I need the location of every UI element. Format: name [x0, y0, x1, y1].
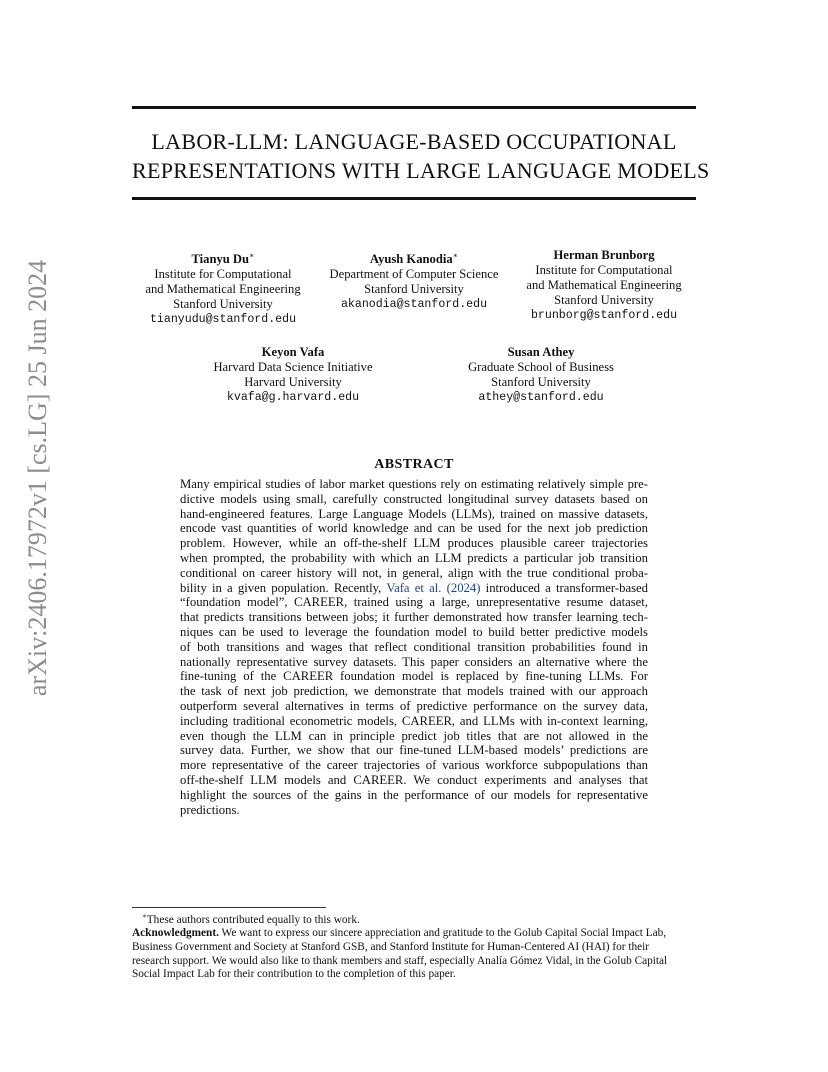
abstract-line: including traditional econometric models, CAREER, and LLMs with in-context learning, — [180, 713, 648, 728]
author-block-tianyu-du — [145, 248, 300, 327]
abstract-line: predictions. — [180, 802, 240, 817]
acknowledgment-label: Acknowledgment. — [132, 927, 219, 940]
author-name: Susan Athey — [507, 345, 575, 359]
footnote-equal-contribution — [132, 910, 696, 927]
author-university: Stanford University — [364, 282, 464, 297]
author-name: Herman Brunborg — [553, 248, 655, 262]
author-email[interactable]: tianyudu@stanford.edu — [149, 313, 297, 327]
author-email[interactable]: akanodia@stanford.edu — [340, 298, 488, 312]
author-block-susan-athey — [468, 345, 614, 405]
paper-title — [132, 127, 710, 185]
abstract-line: outperform several alternatives in terms of predictive performance on the survey data, — [180, 698, 648, 713]
equal-contribution-mark: ∗ — [452, 251, 459, 260]
abstract-line: Many empirical studies of labor market questions rely on estimating relatively simple pre- — [180, 477, 648, 491]
abstract-line — [180, 581, 648, 596]
title-rule-top — [132, 106, 696, 109]
title-line-2: REPRESENTATIONS WITH LARGE LANGUAGE MODELS — [132, 158, 710, 183]
footnote-text: These authors contributed equally to this work. — [146, 913, 360, 926]
author-affiliation: and Mathematical Engineering — [145, 282, 301, 297]
citation-link[interactable]: Vafa et al. (2024) — [386, 580, 481, 595]
author-affiliation: Institute for Computational — [154, 267, 292, 282]
author-name: Tianyu Du — [191, 252, 250, 267]
title-line-1: LABOR-LLM: LANGUAGE-BASED OCCUPATIONAL — [151, 129, 677, 154]
abstract-line: conditional on career history will not, in general, align with the true conditional proba- — [180, 565, 648, 580]
author-university: Harvard University — [244, 375, 342, 389]
abstract-line: hand-engineered features. Large Language Models (LLMs), trained on massive datasets, — [180, 506, 648, 521]
abstract-line: that predicts transitions between jobs; it further demonstrated how transfer learning tech- — [180, 610, 648, 625]
author-email[interactable]: kvafa@g.harvard.edu — [226, 391, 360, 404]
abstract-heading: ABSTRACT — [374, 457, 454, 472]
arxiv-identifier: arXiv:2406.17972v1 [cs.LG] 25 Jun 2024 — [23, 259, 52, 697]
author-affiliation: Department of Computer Science — [329, 267, 499, 282]
abstract-line: dictive models using small, carefully constructed longitudinal survey datasets based on — [180, 491, 648, 506]
author-block-herman-brunborg — [526, 248, 681, 323]
author-affiliation: Institute for Computational — [535, 263, 673, 277]
author-university: Stanford University — [554, 293, 654, 307]
title-rule-bottom — [132, 197, 696, 200]
abstract-line: off-the-shelf LLM models and CAREER. We conduct experiments and analyses that — [180, 772, 648, 787]
abstract-line-text: bility in a given population. Recently, — [180, 580, 387, 595]
abstract-line: when prompted, the probability with which an LLM predicts a particular job transition — [180, 550, 648, 565]
author-affiliation: and Mathematical Engineering — [526, 278, 682, 292]
abstract-line: niques can be used to leverage the foundation model to build better predictive models — [180, 624, 648, 639]
abstract-line: more representative of the career trajectories of various workforce subpopulations than — [180, 758, 648, 773]
abstract-line: even though the LLM can in principle predict job titles that are not allowed in the — [180, 728, 648, 743]
author-block-ayush-kanodia — [330, 248, 499, 312]
author-block-keyon-vafa — [213, 345, 372, 405]
abstract-line: problem. However, while an off-the-shelf LLM produces plausible career trajectories — [180, 536, 648, 551]
abstract-body — [180, 477, 648, 817]
equal-contribution-mark: ∗ — [249, 251, 255, 260]
abstract-line: of both transitions and wages that reflect conditional transition probabilities found in — [180, 639, 648, 654]
author-university: Stanford University — [491, 375, 591, 389]
author-email[interactable]: athey@stanford.edu — [478, 391, 604, 404]
author-university: Stanford University — [173, 297, 273, 312]
abstract-line: survey data. Further, we show that our fine-tuned LLM-based models’ predictions are — [180, 743, 648, 758]
footnote-rule — [132, 907, 326, 908]
abstract-line: “foundation model”, CAREER, trained using a large, unrepresentative resume dataset, — [180, 595, 648, 610]
acknowledgment-line — [132, 927, 696, 941]
abstract-line: nationally representative survey datasets. This paper considers an alternative where the — [180, 654, 648, 669]
author-email[interactable]: brunborg@stanford.edu — [530, 309, 678, 322]
footnote-mark: ∗ — [142, 912, 147, 920]
footnotes — [132, 910, 696, 982]
acknowledgment-line: Social Impact Lab for their contribution to the completion of this paper. — [132, 968, 456, 981]
author-name: Keyon Vafa — [261, 345, 325, 359]
author-affiliation: Graduate School of Business — [468, 360, 614, 374]
abstract-line: encode vast quantities of world knowledge and can be used for the next job prediction — [180, 521, 648, 536]
abstract-line: highlight the sources of the gains in the performance of our models for representative — [180, 787, 648, 802]
author-affiliation: Harvard Data Science Initiative — [213, 360, 373, 374]
abstract-line: fine-tuning of the CAREER foundation model is replaced by fine-tuning LLMs. For — [180, 669, 648, 684]
abstract-line-text: introduced a transformer-based — [480, 580, 648, 595]
abstract-line: the task of next job prediction, we demonstrate that models trained with our approach — [180, 684, 648, 699]
acknowledgment-text: We want to express our sincere appreciation and gratitude to the Golub Capital Social Impact Lab, — [218, 927, 667, 940]
author-name: Ayush Kanodia — [369, 252, 453, 267]
acknowledgment-line: research support. We would also like to thank members and staff, especially Analía Gómez Vidal, in the Golub Capital — [132, 954, 668, 967]
acknowledgment-line: Business Government and Society at Stanford GSB, and Stanford Institute for Human-Centered AI (HAI) for their — [132, 940, 650, 953]
